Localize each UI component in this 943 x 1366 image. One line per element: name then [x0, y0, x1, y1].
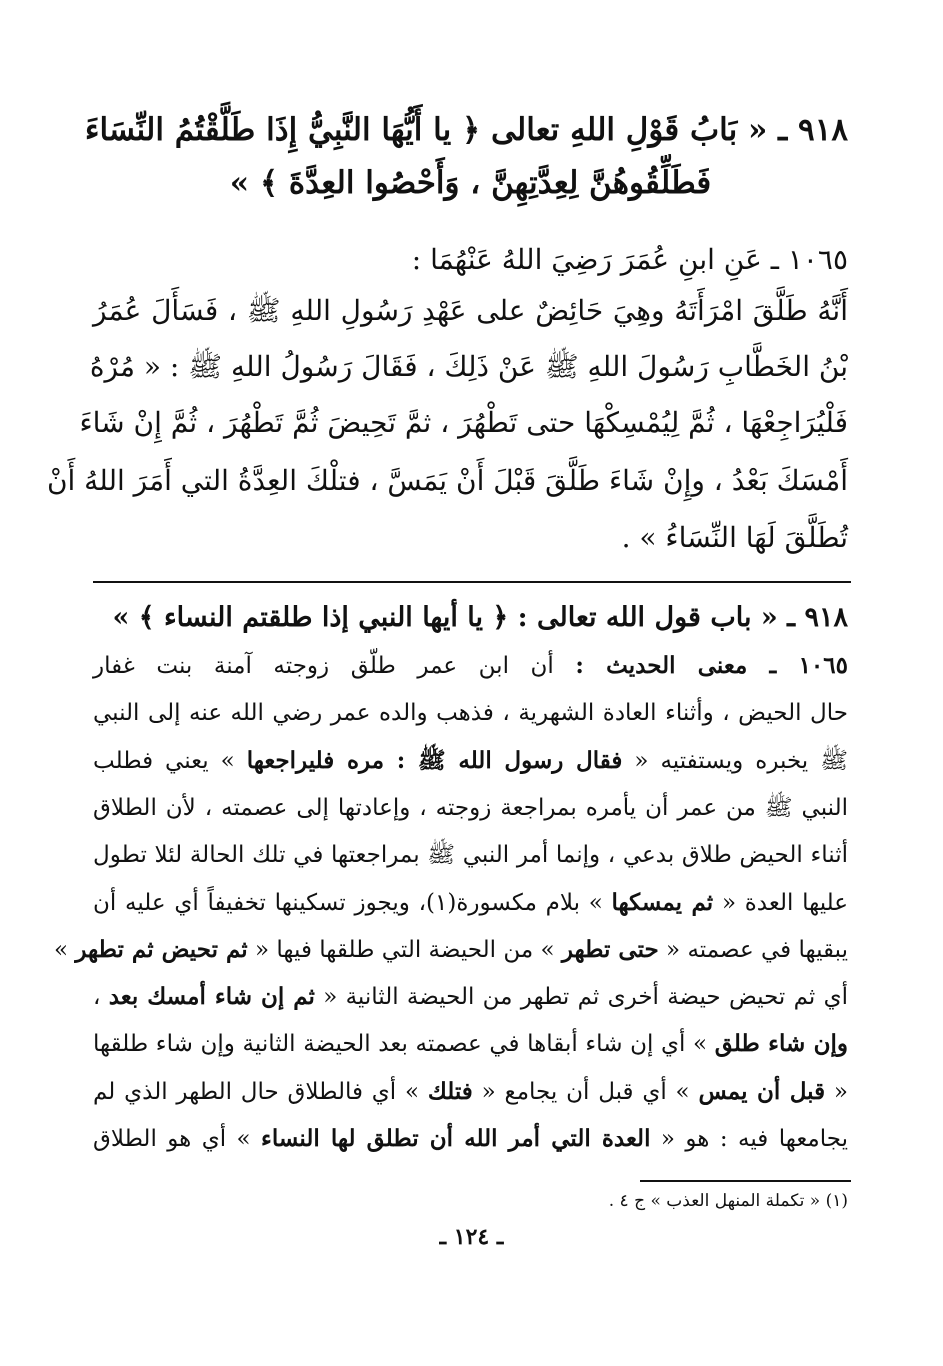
commentary-line — [93, 1072, 848, 1112]
bold-phrase: العدة التي أمر الله أن تطلق لها النساء — [261, 1125, 651, 1152]
commentary-line — [93, 646, 848, 686]
bold-phrase: ثم إن شاء أمسك بعد — [108, 983, 315, 1010]
footnote: (١) « تكملة المنهل العذب » ج ٤ . — [608, 1191, 848, 1211]
text-run: يجامعها فيه : هو « — [650, 1126, 849, 1152]
bold-phrase: وإن شاء طلق — [714, 1030, 848, 1057]
text-run: » من الحيضة التي طلقها فيها « — [247, 937, 562, 963]
commentary-line — [93, 741, 848, 781]
text-run: عليها العدة « — [713, 890, 848, 916]
text-run: » يعني فطلب — [93, 748, 247, 774]
commentary-line — [93, 883, 848, 923]
text-run: أن ابن عمر طلّق زوجته آمنة بنت غفار — [93, 653, 576, 679]
commentary-line — [53, 930, 848, 970]
text-run: يبقيها في عصمته « — [658, 937, 848, 963]
commentary-line — [93, 1119, 848, 1159]
footnote-divider — [640, 1180, 851, 1182]
hadith-text-line: بْنُ الخَطَّابِ رَسُولَ اللهِ ﷺ عَنْ ذَلِكَ ، فَقَالَ رَسُولُ اللهِ ﷺ : « مُرْهُ — [89, 350, 848, 383]
hadith-text-line: أَنَّهُ طَلَّقَ امْرَأَتَهُ وهِيَ حَائِضٌ على عَهْدِ رَسُولِ اللهِ ﷺ ، فَسَأَلَ عُمَرُ — [93, 294, 848, 327]
bold-phrase: قبل أن يمس — [698, 1078, 826, 1105]
commentary-title: ٩١٨ ـ « باب قول الله تعالى : ﴿ يا أيها النبي إذا طلقتم النساء ﴾ » — [112, 602, 848, 633]
text-run: » بلام مكسورة(١)، ويجوز تسكينها تخفيفاً أي عليه أن — [93, 890, 612, 916]
commentary-line — [93, 788, 848, 828]
hadith-text-line: تُطَلَّقَ لَهَا النِّسَاءُ » . — [621, 521, 848, 554]
chapter-title-line-1: ٩١٨ ـ « بَابُ قَوْلِ اللهِ تعالى ﴿ يا أَيُّهَا النَّبِيُّ إِذَا طَلَّقْتُمُ النِّسَاءَ — [84, 112, 848, 148]
hadith-isnad: ١٠٦٥ ـ عَنِ ابنِ عُمَرَ رَضِيَ اللهُ عَنْهُمَا : — [411, 243, 848, 276]
hadith-text-line: أَمْسَكَ بَعْدُ ، وإِنْ شَاءَ طَلَّقَ قَبْلَ أَنْ يَمَسَّ ، فتلْكَ العِدَّةُ التي أَمَرَ اللهُ أَنْ — [46, 464, 848, 497]
bold-phrase: فقال رسول الله ﷺ : مره فليراجعها — [246, 747, 623, 774]
bold-phrase: ثم يمسكها — [611, 889, 714, 916]
text-run: « — [825, 1079, 849, 1105]
commentary-line — [93, 835, 848, 875]
text-run: أثناء الحيض طلاق بدعي ، وإنما أمر النبي ﷺ بمراجعتها في تلك الحالة لئلا تطول — [93, 842, 848, 868]
bold-phrase: حتى تطهر — [561, 936, 659, 963]
page-number: ـ ١٢٤ ـ — [439, 1224, 504, 1250]
commentary-line — [93, 977, 848, 1017]
bold-phrase: فتلك — [427, 1078, 473, 1105]
bold-phrase: ١٠٦٥ ـ معنى الحديث : — [575, 652, 848, 679]
text-run: » أي فالطلاق حال الطهر الذي لم — [93, 1079, 428, 1105]
hadith-text-line: فَلْيُرَاجِعْهَا ، ثُمَّ لِيُمْسِكْهَا حتى تَطْهُرَ ، ثمَّ تَحِيضَ ثُمَّ تَطْهُرَ ، ثُمَّ إِنْ شَاءَ — [79, 406, 848, 439]
text-run: » — [53, 937, 76, 963]
text-run: ﷺ يخبره ويستفتيه « — [622, 748, 848, 774]
section-divider — [93, 581, 851, 583]
text-run: أي ثم تحيض حيضة أخرى ثم تطهر من الحيضة الثانية « — [314, 984, 848, 1010]
commentary-line — [93, 1024, 848, 1064]
text-run: ، — [93, 984, 109, 1010]
text-run: النبي ﷺ من عمر أن يأمره بمراجعة زوجته ، وإعادتها إلى عصمته ، لأن الطلاق — [93, 795, 848, 821]
text-run: » أي إن شاء أبقاها في عصمته بعد الحيضة الثانية وإن شاء طلقها — [93, 1031, 715, 1057]
bold-phrase: ثم تحيض ثم تطهر — [75, 936, 248, 963]
commentary-line — [93, 693, 848, 733]
text-run: » أي قبل أن يجامع « — [472, 1079, 699, 1105]
text-run: حال الحيض ، وأثناء العادة الشهرية ، فذهب والده عمر رضي الله عنه إلى النبي — [93, 700, 848, 726]
chapter-title-line-2: فَطَلِّقُوهُنَّ لِعِدَّتِهِنَّ ، وَأَحْصُوا العِدَّةَ ﴾ » — [229, 165, 712, 201]
text-run: » أي هو الطلاق — [93, 1126, 262, 1152]
